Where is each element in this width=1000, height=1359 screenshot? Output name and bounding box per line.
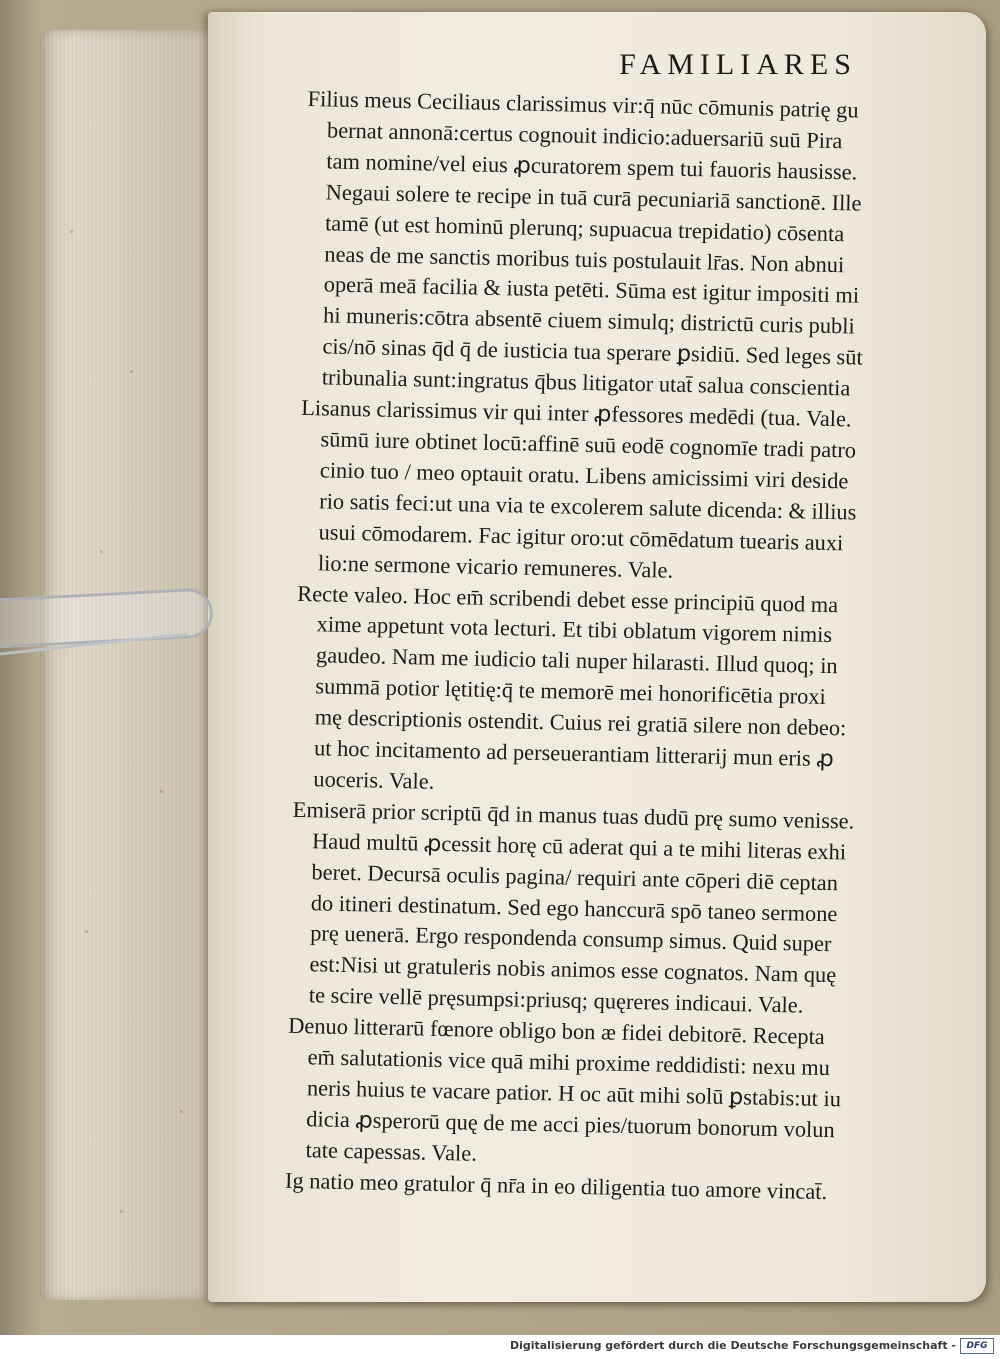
running-head: FAMILIARES — [619, 48, 857, 81]
text-line: te scire vellē pręsumpsi:priusq; quęreres indicaui. Vale. — [308, 982, 804, 1018]
text-line: tate capessas. Vale. — [305, 1137, 478, 1166]
text-line: xime appetunt vota lecturi. Et tibi oblatum vigorem nimis — [316, 611, 833, 648]
text-line: bernat annonā:certus cognouit indicio:aduersariū suū Pira — [326, 117, 843, 154]
text-line: tam nomine/vel eius ꝓcuratorem spem tui fauoris hausisse. — [326, 148, 858, 185]
text-line: cis/nō sinas q̄d q̄ de iusticia tua sperare ꝑsidiū. Sed leges sūt — [322, 333, 863, 370]
text-line: neris huius te vacare patior. H oc aūt mihi solū ꝑstabis:ut iu — [306, 1075, 842, 1112]
text-line: uoceris. Vale. — [313, 766, 435, 794]
text-line: sūmū iure obtinet locū:affinē suū eodē cognomīe tradi patro — [320, 426, 857, 463]
text-line: Recte valeo. Hoc em̄ scribendi debet esse principiū quod ma — [297, 580, 839, 617]
text-line: summā potior lętitię:q̄ te memorē mei honorificētia proxi — [315, 673, 827, 710]
text-line: beret. Decursā oculis pagina/ requiri ante cōperi diē ceptan — [311, 858, 839, 895]
letter-text-block — [285, 84, 968, 1210]
text-line: Emiserā prior scriptū q̄d in manus tuas dudū prę sumo venisse. — [292, 796, 855, 834]
text-line: cinio tuo / meo optauit oratu. Libens amicissimi viri deside — [319, 457, 849, 494]
book-page — [208, 12, 986, 1302]
page-clip — [0, 585, 232, 695]
text-line: lio:ne sermone vicario remuneres. Vale. — [317, 549, 674, 583]
dfg-logo: DFG — [960, 1338, 994, 1354]
text-line: dicia ꝓsperorū quę de me acci pies/tuorum bonorum volun — [306, 1106, 835, 1143]
funding-credit: Digitalisierung gefördert durch die Deutsche Forschungsgemeinschaft - — [509, 1339, 956, 1352]
text-line: Ig natio meo gratulor q̄ nr̄a in eo diligentia tuo amore vincat̄. — [284, 1167, 828, 1204]
text-line: em̄ salutationis vice quā mihi proxime reddidisti: nexu mu — [307, 1044, 831, 1081]
text-line: est:Nisi ut gratuleris nobis animos esse cognatos. Nam quę — [309, 951, 837, 988]
text-line: Negaui solere te recipe in tuā curā pecuniariā sanctionē. Ille — [325, 179, 862, 216]
text-line: Filius meus Ceciliaus clarissimus vir:q̄ nūc cōmunis patrię gu — [307, 85, 859, 123]
text-line: tamē (ut est hominū plerunq; supuacua trepidatio) cōsenta — [324, 210, 845, 246]
footer-bar — [0, 1335, 1000, 1359]
text-line: ut hoc incitamento ad perseuerantiam litterarij mun eris ꝓ — [313, 735, 834, 772]
text-line: rio satis feci:ut una via te excolerem salute dicenda: & illius — [319, 488, 857, 525]
text-line: Denuo litterarū fœnore obligo bon æ fidei debitorē. Recepta — [288, 1012, 826, 1050]
text-line: hi muneris:cōtra absentē ciuem simulq; districtū curis publi — [322, 302, 855, 339]
text-line: Lisanus clarissimus vir qui inter ꝓfessores medēdi (tua. Vale. — [300, 394, 852, 432]
text-line: tribunalia sunt:ingratus q̄bus litigator utat̄ salua conscientia — [321, 364, 851, 401]
text-line: neas de me sanctis moribus tuis postulauit lr̄as. Non abnui — [324, 240, 845, 277]
text-line: operā meā facilia & iusta petēti. Sūma est igitur impositi mi — [323, 271, 860, 309]
text-line: Haud multū ꝓcessit horę cū aderat qui a te mihi literas exhi — [311, 828, 847, 865]
text-line: do itineri destinatum. Sed ego hanccurā spō taneo sermone — [310, 889, 838, 926]
text-line: gaudeo. Nam me iudicio tali nuper hilarasti. Illud quoq; in — [315, 642, 838, 679]
text-line: mę descriptionis ostendit. Cuius rei gratiā silere non debeo: — [314, 704, 847, 741]
text-line: prę uenerā. Ergo respondenda consump simus. Quid super — [309, 920, 832, 957]
text-line: usui cōmodarem. Fac igitur oro:ut cōmēdatum tuearis auxi — [318, 519, 844, 555]
